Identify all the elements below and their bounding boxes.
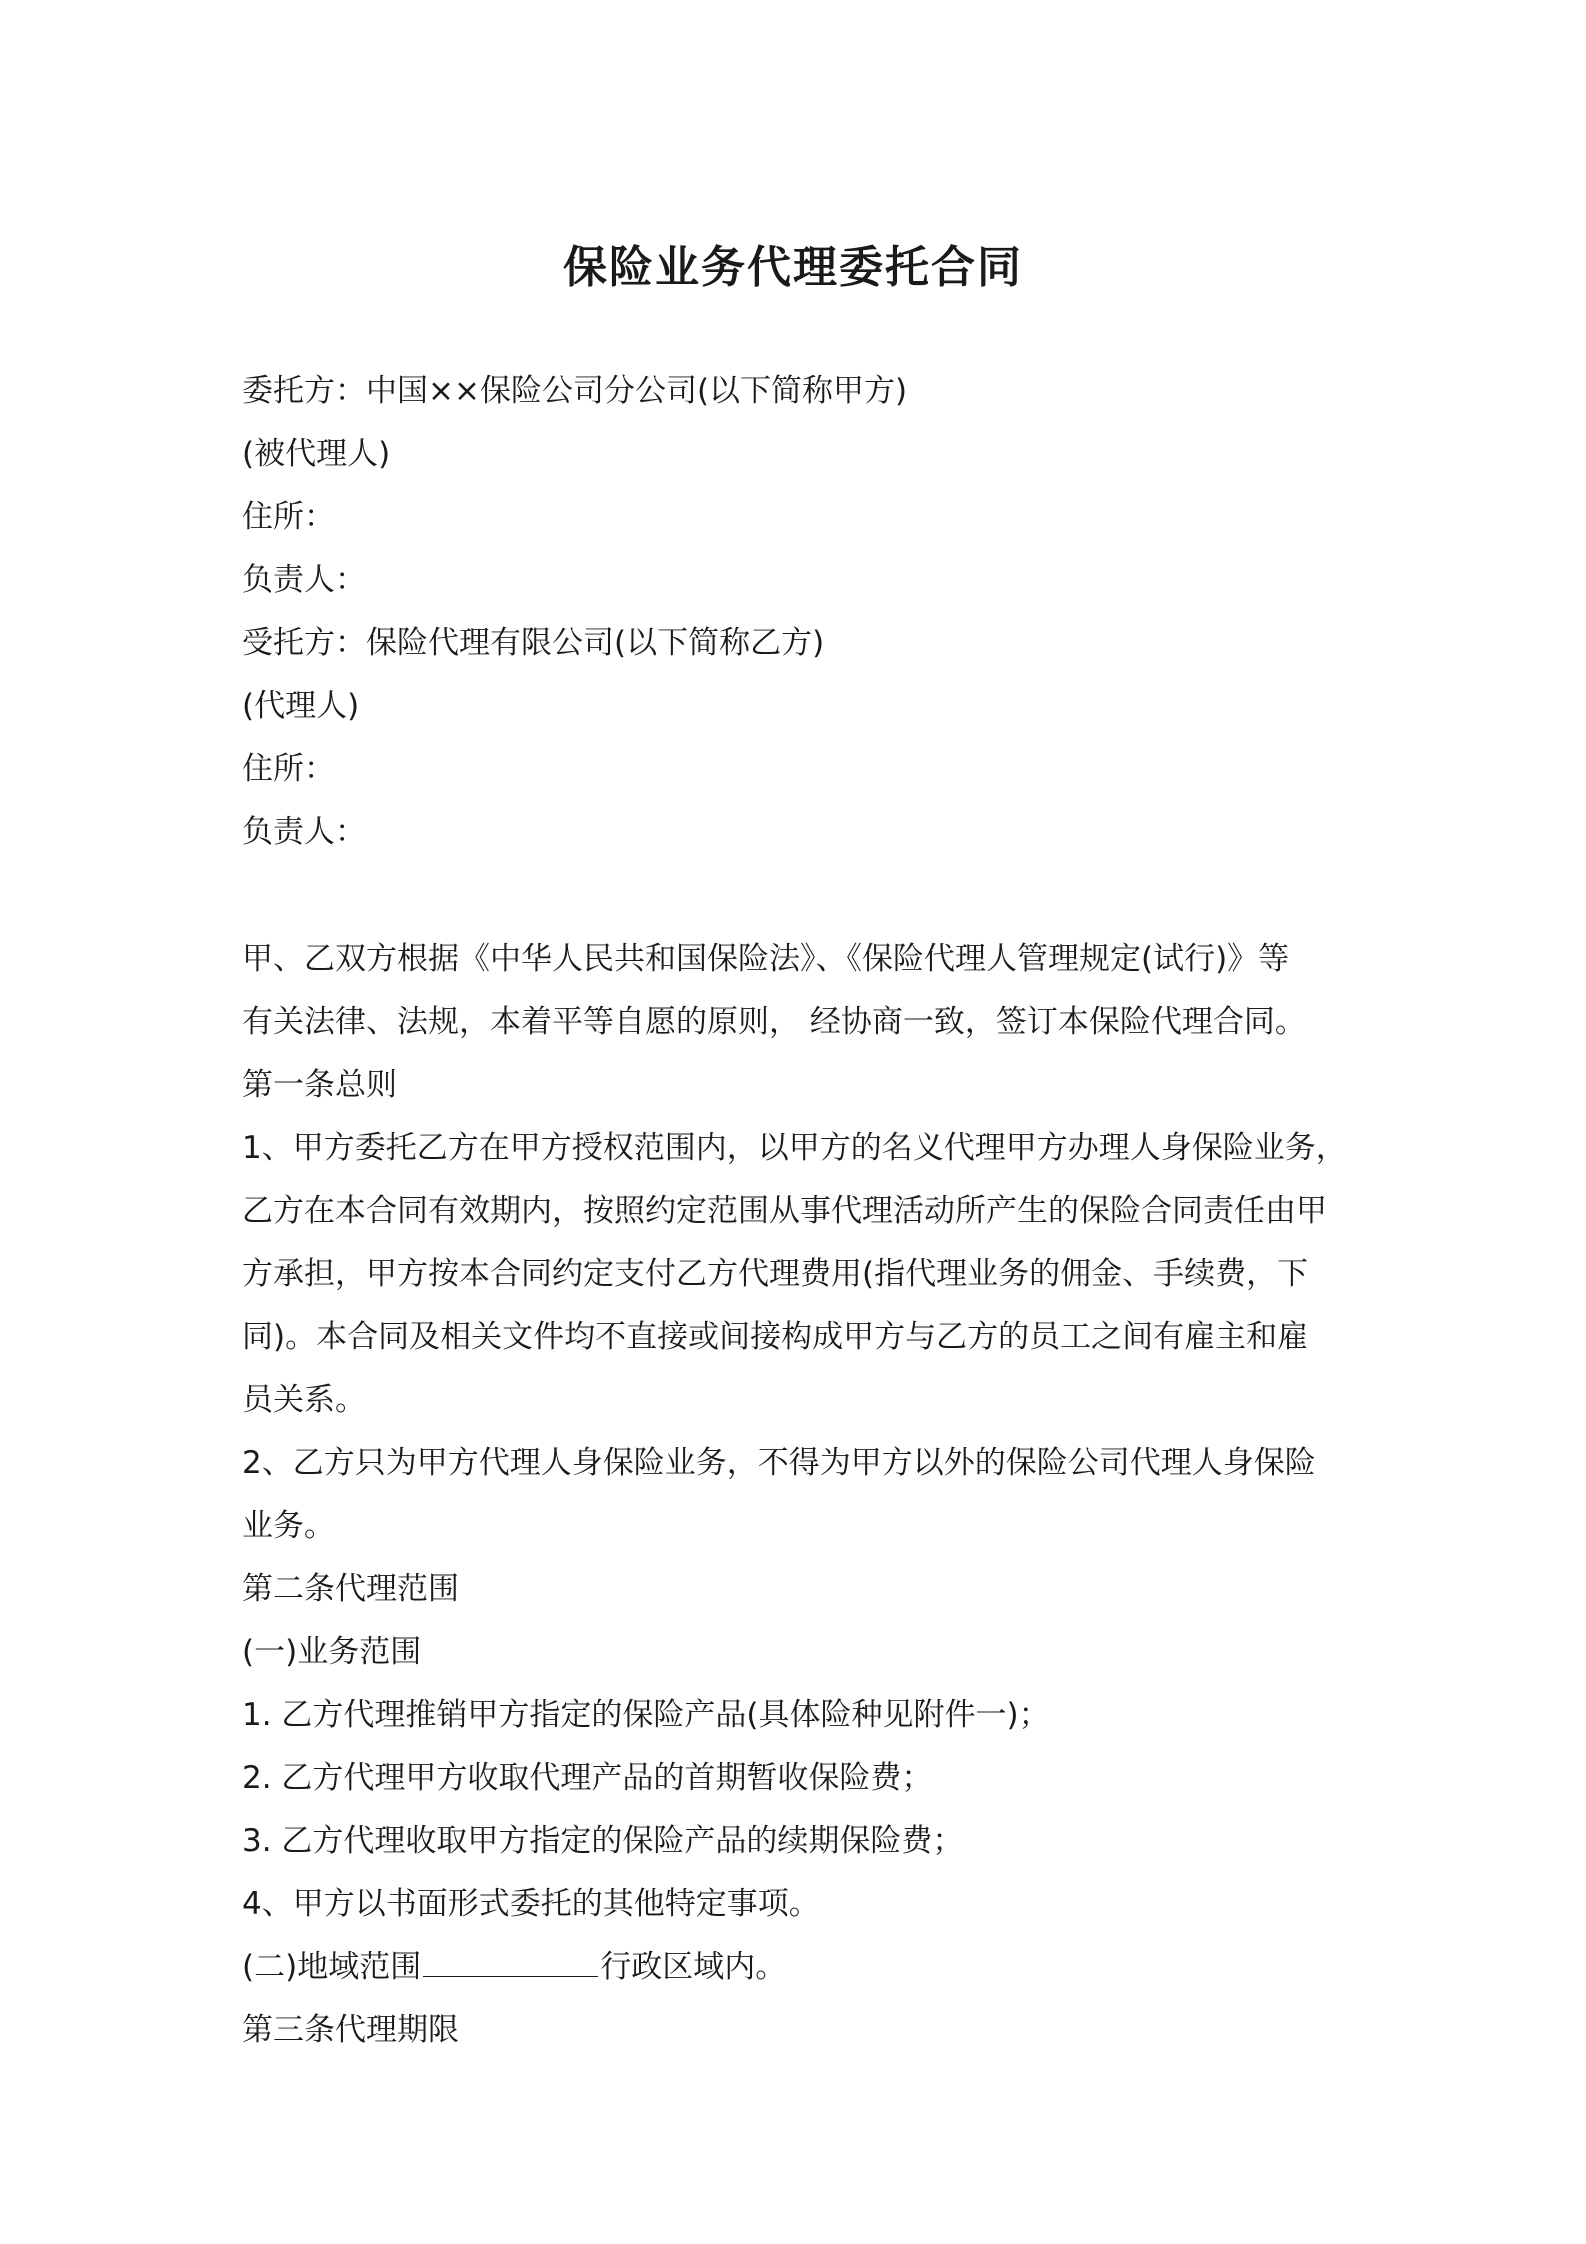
article-1-paragraph-line: 业务。: [242, 1508, 335, 1544]
scope-region-line: [242, 1936, 1362, 1999]
article-1-paragraph-line: 员关系。: [242, 1382, 366, 1418]
section-gap: [242, 864, 1362, 928]
scope-item: 2. 乙方代理甲方收取代理产品的首期暂收保险费；: [242, 1760, 933, 1796]
principal-role: (被代理人): [242, 436, 391, 472]
intro-line: 甲、乙双方根据《中华人民共和国保险法》、《保险代理人管理规定(试行)》等: [242, 941, 1290, 977]
principal-head: 负责人：: [242, 562, 366, 598]
agent-head: 负责人：: [242, 814, 366, 850]
region-blank-field: [423, 1936, 598, 1977]
article-1-paragraph-line: 方承担，甲方按本合同约定支付乙方代理费用(指代理业务的佣金、手续费，下: [242, 1256, 1309, 1292]
article-2-heading: 第二条代理范围: [242, 1571, 459, 1607]
agent-address: 住所：: [242, 751, 335, 787]
intro-line: 有关法律、法规，本着平等自愿的原则， 经协商一致，签订本保险代理合同。: [242, 1004, 1306, 1040]
article-1-heading: 第一条总则: [242, 1067, 397, 1103]
scope-item: 1. 乙方代理推销甲方指定的保险产品(具体险种见附件一)；: [242, 1697, 1050, 1733]
scope-region-prefix: (二)地域范围: [242, 1949, 422, 1985]
scope-region-suffix: 行政区域内。: [600, 1949, 787, 1985]
agent-line: 受托方：保险代理有限公司(以下简称乙方): [242, 625, 825, 661]
scope-item: 3. 乙方代理收取甲方指定的保险产品的续期保险费；: [242, 1823, 964, 1859]
document-title: 保险业务代理委托合同: [563, 242, 1023, 293]
principal-line: 委托方：中国××保险公司分公司(以下简称甲方): [242, 373, 908, 409]
article-1-paragraph-line: 同)。本合同及相关文件均不直接或间接构成甲方与乙方的员工之间有雇主和雇: [242, 1319, 1309, 1355]
article-3-heading: 第三条代理期限: [242, 2012, 459, 2048]
article-1-paragraph-line: 2、乙方只为甲方代理人身保险业务，不得为甲方以外的保险公司代理人身保险: [242, 1445, 1316, 1481]
article-1-paragraph-line: 乙方在本合同有效期内，按照约定范围从事代理活动所产生的保险合同责任由甲: [242, 1193, 1327, 1229]
scope-item: 4、甲方以书面形式委托的其他特定事项。: [242, 1886, 820, 1922]
principal-address: 住所：: [242, 499, 335, 535]
document-content: [242, 360, 1362, 2062]
scope-business-heading: (一)业务范围: [242, 1634, 422, 1670]
article-1-paragraph-line: 1、甲方委托乙方在甲方授权范围内，以甲方的名义代理甲方办理人身保险业务，: [242, 1130, 1347, 1166]
agent-role: (代理人): [242, 688, 360, 724]
